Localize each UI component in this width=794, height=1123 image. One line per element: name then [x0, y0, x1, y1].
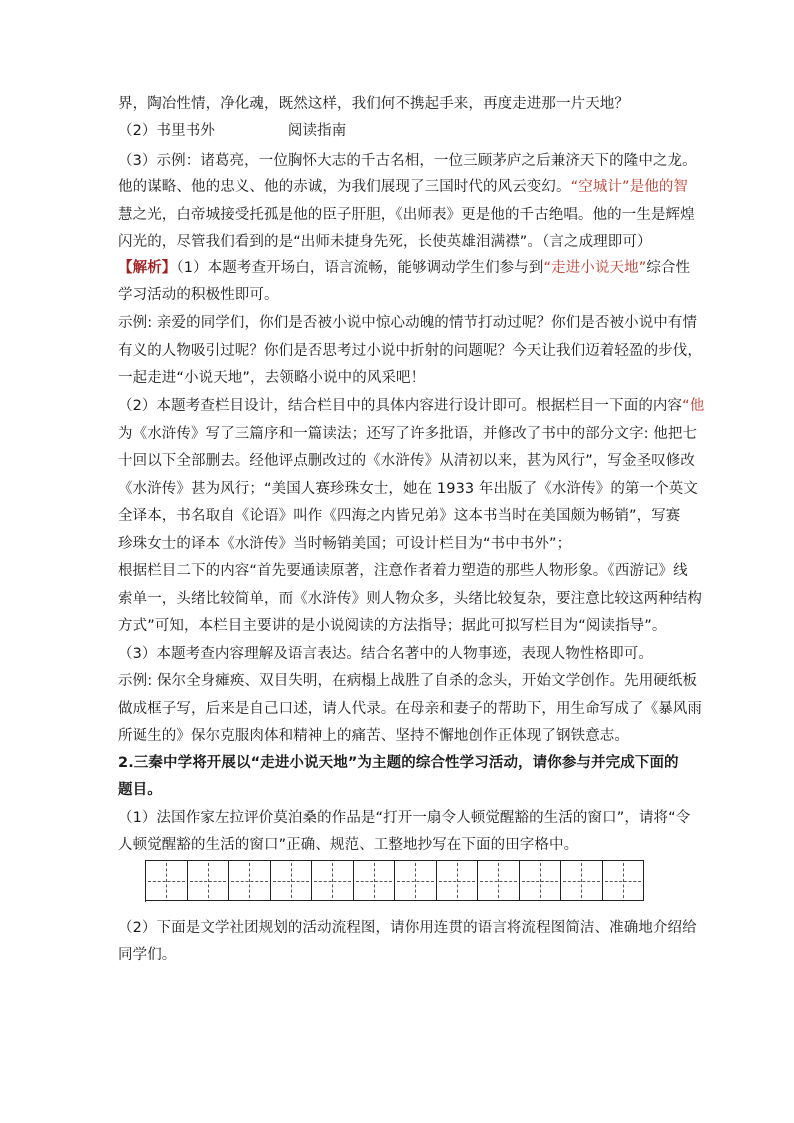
- analysis-line-8: 十回以下全部删去。经他评点删改过的《水浒传》从清初以来，甚为风行”，写金圣叹修改: [118, 453, 696, 469]
- answer-line-2: （2）书里书外 阅读指南: [118, 123, 347, 139]
- answer-line-5: 慧之光，白帝城接受托孤是他的臣子肝胆，《出师表》更是他的千古绝唱。他的一生是辉煌: [118, 207, 695, 223]
- tianzige-cell[interactable]: [395, 860, 437, 901]
- analysis-line-6: （2）本题考查栏目设计，结合栏目中的具体内容进行设计即可。根据栏目一下面的内容“他: [118, 398, 705, 414]
- tianzige-cell[interactable]: [520, 860, 562, 901]
- analysis-line-5: 一起走进“小说天地”，去领略小说中的风采吧！: [118, 370, 426, 386]
- analysis-line-3: 示例: 亲爱的同学们，你们是否被小说中惊心动魄的情节打动过呢？你们是否被小说中有情: [118, 315, 698, 331]
- analysis-line-11: 珍珠女士的译本《水浒传》当时畅销美国；可设计栏目为“书中书外”；: [118, 536, 572, 552]
- tianzige-cell[interactable]: [437, 860, 479, 901]
- tianzige-cell[interactable]: [603, 860, 645, 901]
- analysis-line-12: 根据栏目二下的内容“首先要通读原著，注意作者着力塑造的那些人物形象。《西游记》线: [118, 563, 688, 579]
- tianzige-cell[interactable]: [271, 860, 313, 901]
- tianzige-cell[interactable]: [312, 860, 354, 901]
- analysis-line-16: 示例: 保尔全身瘫痪、双目失明，在病榻上战胜了自杀的念头，开始文学创作。先用硬纸板: [118, 673, 698, 689]
- question-2-line-2: 题目。: [118, 782, 162, 798]
- analysis-line-4: 有义的人物吸引过呢？你们是否思考过小说中折射的问题呢？今天让我们迈着轻盈的步伐，: [118, 343, 702, 359]
- tianzige-grid: [145, 860, 644, 902]
- analysis-line-7: 为《水浒传》写了三篇序和一篇读法；还写了许多批语，并修改了书中的部分文字: 他把七: [118, 426, 698, 442]
- question-2-part1-line-2: 人顿觉醒豁的生活的窗口”正确、规范、工整地抄写在下面的田字格中。: [118, 837, 579, 853]
- tianzige-cell[interactable]: [229, 860, 271, 901]
- answer-line-1: 界，陶冶性情，净化魂，既然这样，我们何不携起手来，再度走进那一片天地？: [118, 96, 629, 112]
- question-2-part2-line-1: （2）下面是文学社团规划的活动流程图，请你用连贯的语言将流程图简洁、准确地介绍给: [118, 920, 697, 936]
- analysis-line-9: 《水浒传》甚为风行；“美国人赛珍珠女士，她在 1933 年出版了《水浒传》的第一个英文: [118, 481, 698, 497]
- analysis-line-13: 索单一，头绪比较简单，而《水浒传》则人物众多，头绪比较复杂，要注意比较这两种结构: [118, 591, 702, 607]
- analysis-line-10: 全译本，书名取自《论语》叫作《四海之内皆兄弟》这本书当时在美国颇为畅销”，写赛: [118, 508, 681, 524]
- analysis-line-1: 【解析】（1）本题考查开场白，语言流畅，能够调动学生们参与到“走进小说天地”综合性: [118, 260, 691, 276]
- tianzige-cell[interactable]: [478, 860, 520, 901]
- analysis-line-15: （3）本题考查内容理解及语言表达。结合名著中的人物事迹，表现人物性格即可。: [118, 646, 653, 662]
- analysis-line-17: 做成框子写，后来是自己口述，请人代录。在母亲和妻子的帮助下，用生命写成了《暴风雨: [118, 701, 702, 717]
- answer-line-3: （3）示例：诸葛亮，一位胸怀大志的千古名相，一位三顾茅庐之后兼济天下的隆中之龙。: [118, 153, 697, 169]
- analysis-tag: 【解析】: [118, 260, 177, 276]
- question-2-part1-line-1: （1）法国作家左拉评价莫泊桑的作品是“打开一扇令人顿觉醒豁的生活的窗口”，请将“令: [118, 810, 691, 826]
- answer-line-4: 他的谋略、他的忠义、他的赤诚，为我们展现了三国时代的风云变幻。“空城计”是他的智: [118, 179, 689, 195]
- question-2-line-1: 2.三秦中学将开展以“走进小说天地”为主题的综合性学习活动，请你参与并完成下面的: [118, 755, 679, 771]
- tianzige-cell[interactable]: [146, 860, 188, 901]
- tianzige-cell[interactable]: [188, 860, 230, 901]
- answer-line-6: 闪光的，尽管我们看到的是“出师未捷身先死，长使英雄泪满襟”。（言之成理即可）: [118, 234, 652, 250]
- analysis-line-14: 方式”可知，本栏目主要讲的是小说阅读的方法指导；据此可拟写栏目为“阅读指导”。: [118, 618, 667, 634]
- tianzige-cell[interactable]: [354, 860, 396, 901]
- question-2-part2-line-2: 同学们。: [118, 947, 177, 963]
- analysis-line-18: 所诞生的》保尔克服肉体和精神上的痛苦、坚持不懈地创作正体现了钢铁意志。: [118, 728, 629, 744]
- tianzige-cell[interactable]: [561, 860, 603, 901]
- analysis-line-2: 学习活动的积极性即可。: [118, 287, 279, 303]
